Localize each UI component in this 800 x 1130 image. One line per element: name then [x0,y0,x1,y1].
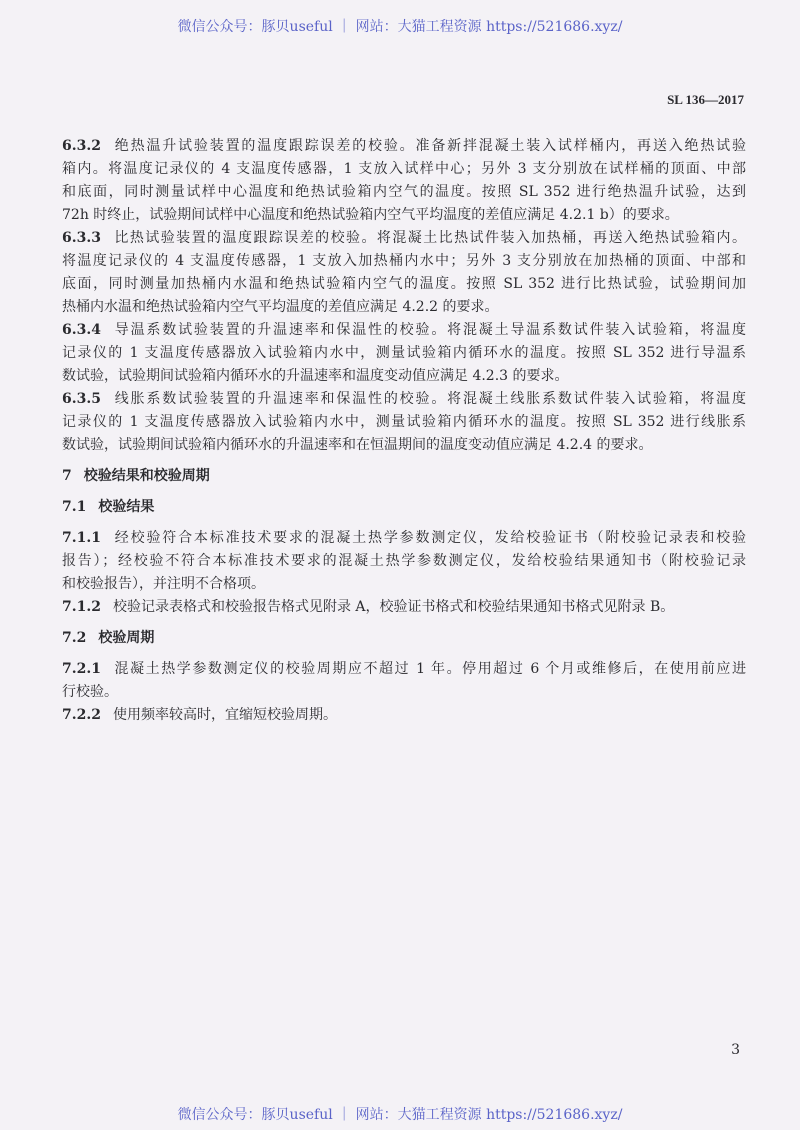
text-line [62,388,746,411]
clause-text: 数试验，试验期间试验箱内循环水的升温速率和温度变动值应满足 4.2.3 的要求。 [62,368,569,384]
section-title: 校验结果和校验周期 [83,468,210,484]
section-number: 7 [62,468,72,484]
clause-text: 经校验符合本标准技术要求的混凝土热学参数测定仪，发给校验证书（附校验记录表和校验 [112,530,746,546]
clause-6-3-4 [62,319,746,388]
clause-6-3-3 [62,227,746,319]
clause-text: 72h 时终止，试验期间试样中心温度和绝热试验箱内空气平均温度的差值应满足 4.2.1 b）的要求。 [62,207,679,223]
page-number: 3 [731,1042,740,1058]
clause-text: 导温系数试验装置的升温速率和保温性的校验。将混凝土导温系数试件装入试验箱，将温度 [112,322,746,338]
text-line [62,181,746,204]
clause-text: 和底面，同时测量试样中心温度和绝热试验箱内空气的温度。按照 SL 352 进行绝热温升试验，达到 [62,184,746,200]
clause-6-3-5 [62,388,746,457]
text-line [62,319,746,342]
section-number: 7.2 [62,630,87,646]
text-line [62,204,746,227]
text-line [62,704,746,727]
text-line [62,227,746,250]
clause-number: 7.1.1 [62,530,101,546]
clause-7-2-1 [62,658,746,704]
clause-number: 7.2.2 [62,707,101,723]
clause-6-3-2 [62,135,746,227]
text-line [62,158,746,181]
section-title: 校验结果 [98,499,155,515]
clause-text: 箱内。将温度记录仪的 4 支温度传感器，1 支放入试样中心；另外 3 支分别放在试样桶的顶面、中部 [62,161,746,177]
text-line [62,573,746,596]
text-line [62,365,746,388]
clause-text: 和校验报告），并注明不合格项。 [62,576,265,592]
clause-text: 热桶内水温和绝热试验箱内空气平均温度的差值应满足 4.2.2 的要求。 [62,299,499,315]
text-line [62,135,746,158]
document-body [62,135,746,727]
clause-number: 7.2.1 [62,661,101,677]
clause-text: 行校验。 [62,684,118,700]
clause-7-2-2 [62,704,746,727]
clause-7-1-1 [62,527,746,596]
watermark-bottom: 微信公众号：豚贝useful ｜ 网站：大猫工程资源 https://521686.xyz/ [177,1107,623,1123]
clause-text: 将温度记录仪的 4 支温度传感器，1 支放入加热桶内水中；另外 3 支分别放在加热桶的顶面、中部和 [62,253,746,269]
clause-text: 比热试验装置的温度跟踪误差的校验。将混凝土比热试件装入加热桶，再送入绝热试验箱内。 [112,230,746,246]
clause-text: 报告）；经校验不符合本标准技术要求的混凝土热学参数测定仪，发给校验结果通知书（附校验记录 [62,553,746,569]
clause-text: 数试验，试验期间试验箱内循环水的升温速率和在恒温期间的温度变动值应满足 4.2.4 的要求。 [62,437,653,453]
text-line [62,434,746,457]
clause-number: 6.3.4 [62,322,101,338]
clause-text: 记录仪的 1 支温度传感器放入试验箱内水中，测量试验箱内循环水的温度。按照 SL 352 进行线胀系 [62,414,746,430]
clause-text: 线胀系数试验装置的升温速率和保温性的校验。将混凝土线胀系数试件装入试验箱，将温度 [112,391,746,407]
clause-number: 6.3.5 [62,391,101,407]
clause-number: 6.3.2 [62,138,101,154]
text-line [62,681,746,704]
section-number: 7.1 [62,499,87,515]
text-line [62,596,746,619]
text-line [62,411,746,434]
section-7-2-heading [62,627,746,650]
section-7-1-heading [62,496,746,519]
clause-number: 7.1.2 [62,599,101,615]
text-line [62,273,746,296]
text-line [62,658,746,681]
clause-text: 使用频率较高时，宜缩短校验周期。 [112,707,337,723]
standard-code-header: SL 136—2017 [667,92,744,107]
clause-text: 绝热温升试验装置的温度跟踪误差的校验。准备新拌混凝土装入试样桶内，再送入绝热试验 [112,138,746,154]
clause-text: 混凝土热学参数测定仪的校验周期应不超过 1 年。停用超过 6 个月或维修后，在使用前应进 [112,661,746,677]
clause-text: 底面，同时测量加热桶内水温和绝热试验箱内空气的温度。按照 SL 352 进行比热试验，试验期间加 [62,276,746,292]
text-line [62,296,746,319]
text-line [62,550,746,573]
watermark-top: 微信公众号：豚贝useful ｜ 网站：大猫工程资源 https://521686.xyz/ [177,19,623,35]
text-line [62,342,746,365]
clause-text: 记录仪的 1 支温度传感器放入试验箱内水中，测量试验箱内循环水的温度。按照 SL 352 进行导温系 [62,345,746,361]
clause-number: 6.3.3 [62,230,101,246]
section-7-heading [62,465,746,488]
text-line [62,250,746,273]
text-line [62,527,746,550]
clause-text: 校验记录表格式和校验报告格式见附录 A，校验证书格式和校验结果通知书格式见附录 B。 [112,599,675,615]
section-title: 校验周期 [98,630,155,646]
clause-7-1-2 [62,596,746,619]
